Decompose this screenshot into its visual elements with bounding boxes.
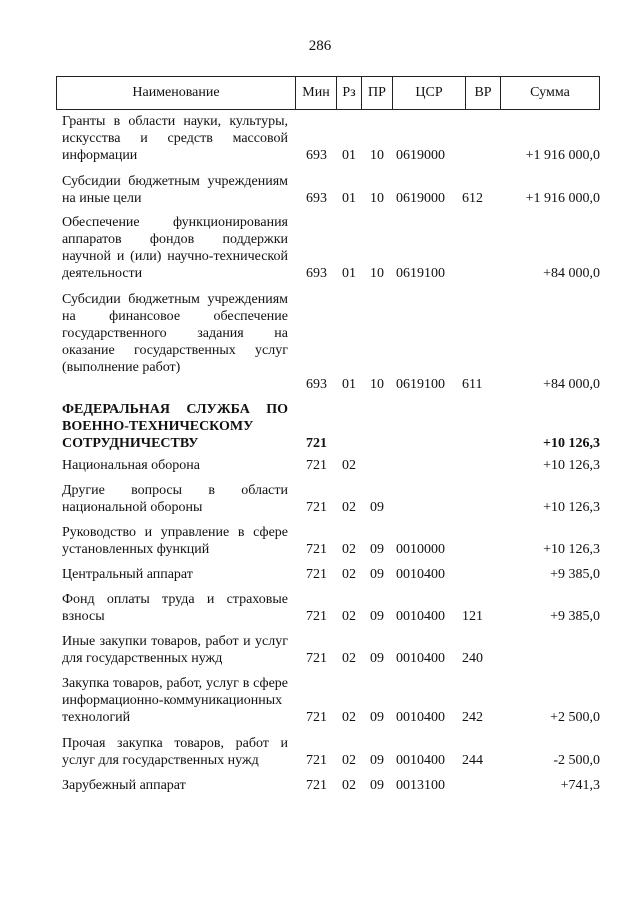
table-header <box>56 76 600 110</box>
header-pr: ПР <box>361 77 392 109</box>
header-vr: ВР <box>465 77 500 109</box>
cell-pr: 09 <box>370 542 384 557</box>
cell-csr: 0010400 <box>396 651 445 666</box>
row-name: Гранты в области науки, культуры, искусства и средств массовой информации <box>62 114 288 163</box>
cell-pr: 10 <box>370 148 384 163</box>
header-csr: ЦСР <box>392 77 465 109</box>
cell-csr: 0619100 <box>396 266 445 281</box>
cell-sum: +10 126,3 <box>543 436 600 451</box>
cell-sum: +10 126,3 <box>543 542 600 557</box>
cell-min: 721 <box>306 500 327 515</box>
cell-sum: +1 916 000,0 <box>525 148 600 163</box>
header-name: Наименование <box>132 85 220 100</box>
cell-rz: 02 <box>342 567 356 582</box>
cell-rz: 02 <box>342 609 356 624</box>
cell-pr: 09 <box>370 710 384 725</box>
cell-sum: +9 385,0 <box>550 567 600 582</box>
cell-csr: 0010000 <box>396 542 445 557</box>
cell-min: 721 <box>306 567 327 582</box>
row-name: Субсидии бюджетным учреждениям на финансовое обеспечение государственного задания на оказание государственных услуг (выполнение работ) <box>62 292 288 375</box>
row-name: Зарубежный аппарат <box>62 778 186 793</box>
cell-csr: 0010400 <box>396 710 445 725</box>
table-row <box>62 401 600 452</box>
cell-rz: 01 <box>342 377 356 392</box>
cell-csr: 0619000 <box>396 191 445 206</box>
row-name: Фонд оплаты труда и страховые взносы <box>62 592 288 624</box>
cell-rz: 01 <box>342 148 356 163</box>
table-row <box>62 457 600 474</box>
cell-min: 721 <box>306 778 327 793</box>
table-row <box>62 482 600 516</box>
cell-rz: 02 <box>342 710 356 725</box>
row-name: ФЕДЕРАЛЬНАЯ СЛУЖБА ПО ВОЕННО-ТЕХНИЧЕСКОМУ СОТРУДНИЧЕСТВУ <box>62 402 288 451</box>
page-number: 286 <box>308 38 332 54</box>
table-row <box>62 591 600 625</box>
cell-min: 721 <box>306 710 327 725</box>
cell-pr: 09 <box>370 609 384 624</box>
table-row <box>62 777 600 794</box>
cell-sum: +10 126,3 <box>543 500 600 515</box>
cell-min: 721 <box>306 651 327 666</box>
cell-min: 721 <box>306 609 327 624</box>
table-row <box>62 675 600 726</box>
cell-sum: +84 000,0 <box>543 266 600 281</box>
row-name: Закупка товаров, работ, услуг в сфере информационно-коммуникационных технологий <box>62 676 288 725</box>
row-name: Другие вопросы в области национальной обороны <box>62 483 288 515</box>
cell-min: 721 <box>306 753 327 768</box>
row-name: Руководство и управление в сфере установленных функций <box>62 525 288 557</box>
cell-csr: 0619100 <box>396 377 445 392</box>
cell-pr: 09 <box>370 500 384 515</box>
table-row <box>62 633 600 667</box>
cell-rz: 02 <box>342 753 356 768</box>
cell-min: 693 <box>306 377 327 392</box>
cell-vr: 240 <box>462 651 483 666</box>
header-sum: Сумма <box>500 77 599 109</box>
cell-rz: 02 <box>342 542 356 557</box>
cell-vr: 242 <box>462 710 483 725</box>
cell-sum: +1 916 000,0 <box>525 191 600 206</box>
cell-min: 721 <box>306 542 327 557</box>
row-name: Национальная оборона <box>62 458 200 473</box>
cell-csr: 0619000 <box>396 148 445 163</box>
cell-pr: 09 <box>370 567 384 582</box>
cell-min: 693 <box>306 266 327 281</box>
cell-rz: 01 <box>342 191 356 206</box>
table-row <box>62 524 600 558</box>
cell-pr: 09 <box>370 651 384 666</box>
row-name: Обеспечение функционирования аппаратов фондов поддержки научной и (или) научно-технической деятельности <box>62 215 288 281</box>
cell-sum: +84 000,0 <box>543 377 600 392</box>
cell-pr: 09 <box>370 778 384 793</box>
cell-min: 721 <box>306 436 327 451</box>
cell-rz: 02 <box>342 500 356 515</box>
header-rz: Рз <box>336 77 361 109</box>
cell-csr: 0010400 <box>396 609 445 624</box>
cell-rz: 01 <box>342 266 356 281</box>
cell-rz: 02 <box>342 778 356 793</box>
table-row <box>62 291 600 393</box>
cell-vr: 121 <box>462 609 483 624</box>
cell-csr: 0010400 <box>396 753 445 768</box>
row-name: Центральный аппарат <box>62 567 193 582</box>
cell-csr: 0013100 <box>396 778 445 793</box>
row-name: Прочая закупка товаров, работ и услуг для государственных нужд <box>62 736 288 768</box>
table-row <box>62 566 600 583</box>
cell-min: 693 <box>306 148 327 163</box>
cell-pr: 10 <box>370 191 384 206</box>
row-name: Иные закупки товаров, работ и услуг для государственных нужд <box>62 634 288 666</box>
cell-sum: +9 385,0 <box>550 609 600 624</box>
cell-vr: 611 <box>462 377 483 392</box>
cell-sum: +10 126,3 <box>543 458 600 473</box>
cell-pr: 10 <box>370 377 384 392</box>
cell-rz: 02 <box>342 651 356 666</box>
header-min: Мин <box>295 77 336 109</box>
cell-min: 721 <box>306 458 327 473</box>
table-row <box>62 113 600 164</box>
cell-pr: 09 <box>370 753 384 768</box>
cell-sum: -2 500,0 <box>553 753 600 768</box>
cell-sum: +741,3 <box>560 778 600 793</box>
cell-csr: 0010400 <box>396 567 445 582</box>
table-row <box>62 173 600 207</box>
cell-min: 693 <box>306 191 327 206</box>
row-name: Субсидии бюджетным учреждениям на иные цели <box>62 174 288 206</box>
table-row <box>62 735 600 769</box>
cell-pr: 10 <box>370 266 384 281</box>
cell-vr: 612 <box>462 191 483 206</box>
cell-vr: 244 <box>462 753 483 768</box>
cell-sum: +2 500,0 <box>550 710 600 725</box>
cell-rz: 02 <box>342 458 356 473</box>
table-row <box>62 214 600 282</box>
